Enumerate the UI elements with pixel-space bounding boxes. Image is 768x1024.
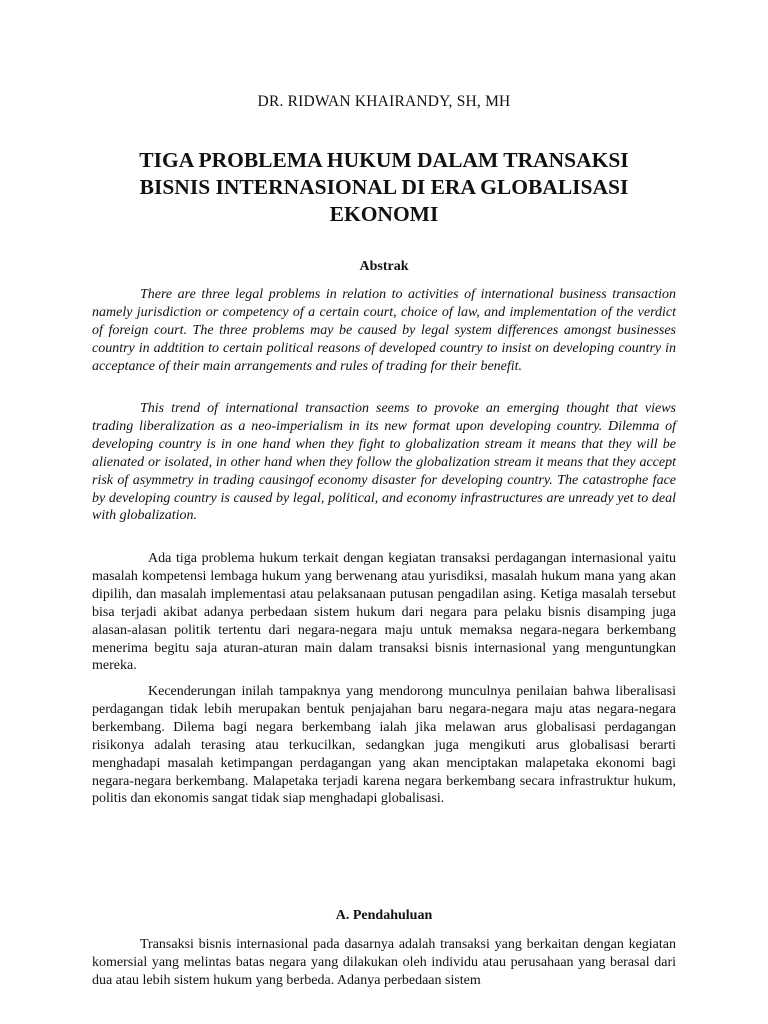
section-heading-pendahuluan: A. Pendahuluan [335,908,433,923]
title-line-2: BISNIS INTERNASIONAL DI ERA GLOBALISASI [139,175,629,199]
abstract-heading: Abstrak [359,259,409,274]
title-line-3: EKONOMI [329,202,439,226]
body-paragraph-2: Kecenderungan inilah tampaknya yang mendorong munculnya penilaian bahwa liberalisasi perdagangan tidak lebih merupakan bentuk penjajahan baru negara-negara maju atas negara-negara berkembang. Dilema bagi negara berkembang ialah jika melawan arus globalisasi perdagangan risikonya adalah terasing atau terkucilkan, sedangkan juga mengikuti arus globalisasi berarti menghadapi masalah ketimpangan perdagangan yang akan menciptakan malapetaka ekonomi bagi negara-negara berkembang. Malapetaka terjadi karena negara berkembang secara infrastruktur hukum, politis dan ekonomis sangat tidak siap menghadapi globalisasi. [92,684,676,807]
abstract-paragraph-1: There are three legal problems in relation to activities of international business transaction namely jurisdiction or competency of a certain court, choice of law, and implementation of the verdict of foreign court. The three problems may be caused by legal system differences amongst businesses country in addtition to certain political reasons of developed country to insist on developing country in acceptance of their main arrangements and rules of trading for their benefit. [92,287,676,374]
body-paragraph-1: Ada tiga problema hukum terkait dengan kegiatan transaksi perdagangan internasional yaitu masalah kompetensi lembaga hukum yang berwenang atau yurisdiksi, masalah hukum mana yang akan dipilih, dan masalah implementasi atau pelaksanaan putusan pengadilan asing. Ketiga masalah tersebut bisa terjadi akibat adanya perbedaan sistem hukum dari negara para pelaku bisnis disamping juga alasan-alasan politik tertentu dari negara-negara maju untuk memaksa negara-negara berkembang menerima begitu saja aturan-aturan main dalam transaksi bisnis internasional yang menguntungkan mereka. [92,551,676,674]
paper-title [92,147,676,228]
title-line-1: TIGA PROBLEMA HUKUM DALAM TRANSAKSI [139,148,629,172]
abstract-paragraph-2: This trend of international transaction seems to provoke an emerging thought that views trading liberalization as a neo-imperialism in its new format upon developing country. Dilemma of developing country is in one hand when they fight to globalization stream it means that they will be alienated or isolated, in other hand when they follow the globalization stream it means that they accept risk of asymmetry in trading causingof economy disaster for developing country. The catastrophe face by developing country is caused by legal, political, and economy infrastructures are unready yet to deal with globalization. [92,401,676,524]
author-name: DR. RIDWAN KHAIRANDY, SH, MH [257,93,511,110]
section-a-paragraph: Transaksi bisnis internasional pada dasarnya adalah transaksi yang berkaitan dengan kegiatan komersial yang melintas batas negara yang dilakukan oleh individu atau perusahaan yang berasal dari dua atau lebih sistem hukum yang berbeda. Adanya perbedaan sistem [92,937,676,988]
